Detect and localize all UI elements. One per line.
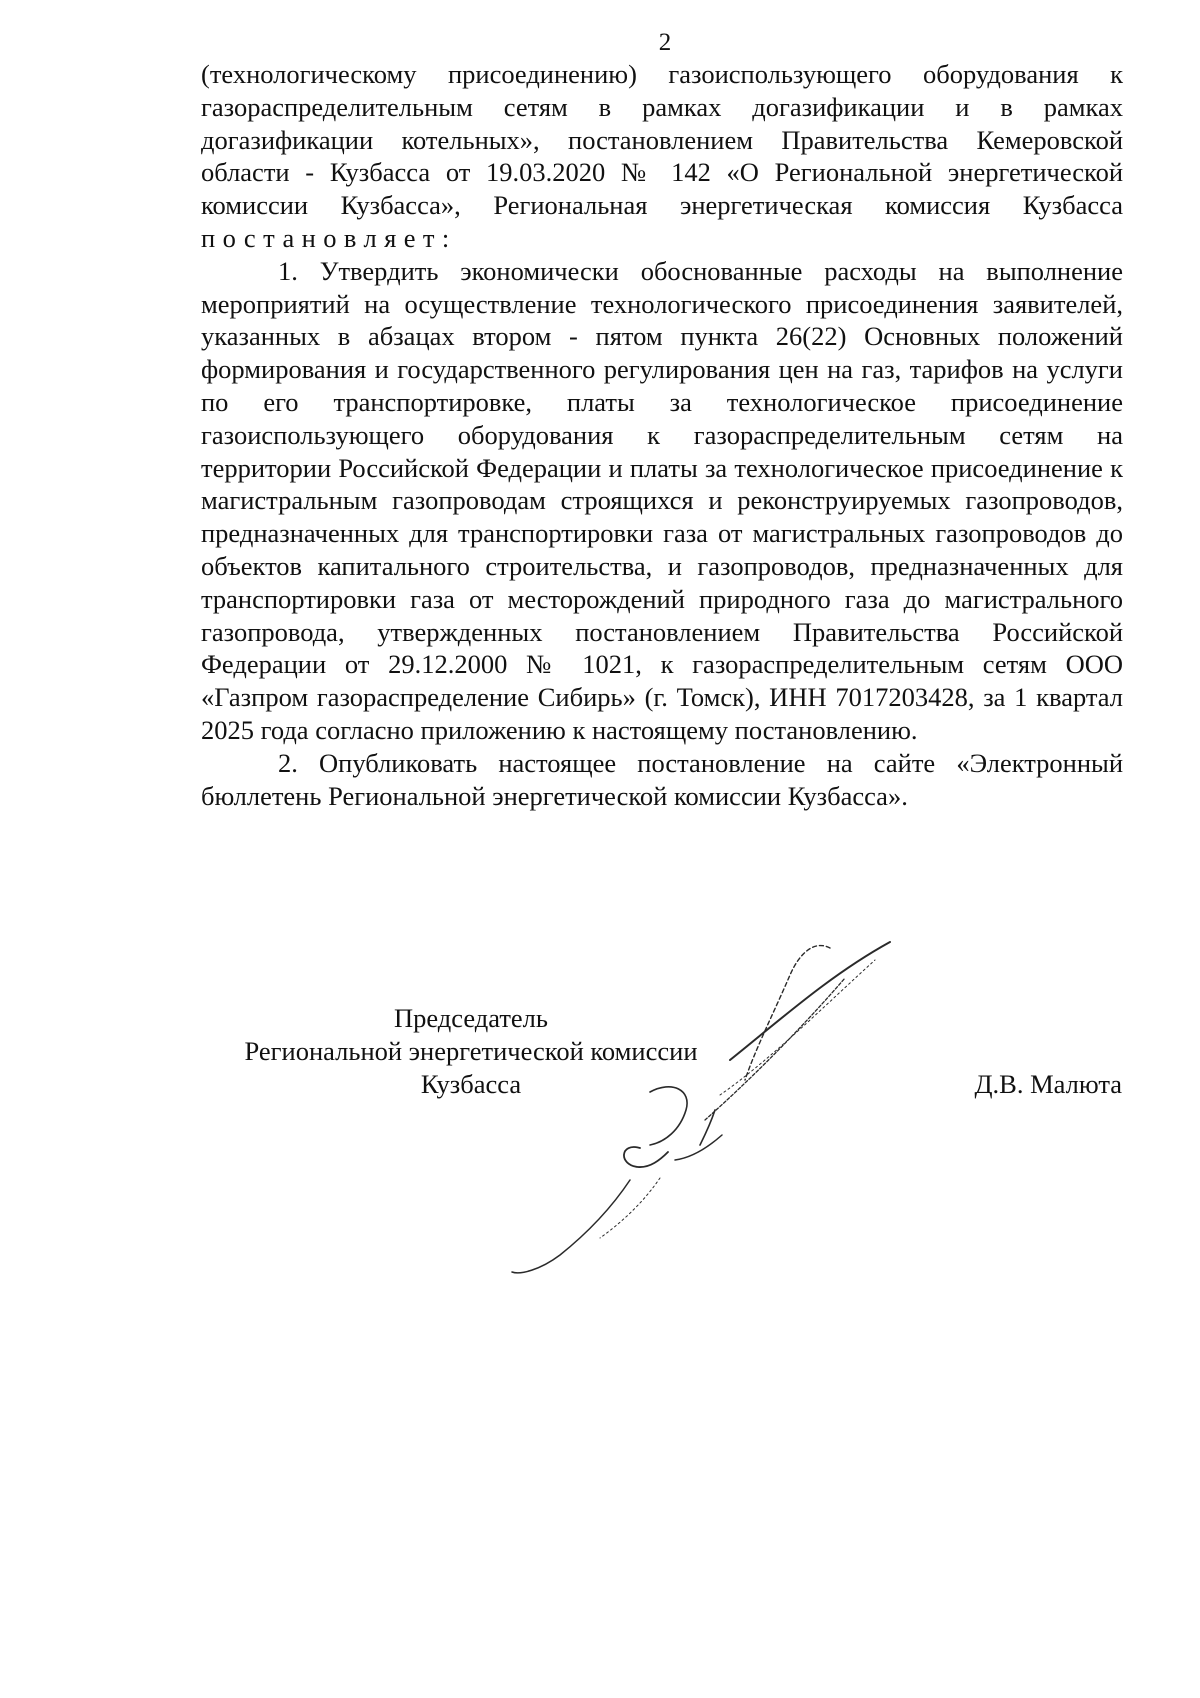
item-2-paragraph: 2. Опубликовать настоящее постановление на сайте «Электронный бюллетень Региональной энергетической комиссии Кузбасса».	[201, 747, 1123, 811]
signatory-title-line-3: Кузбасса	[420, 1069, 522, 1099]
signatory-title-line-1: Председатель	[394, 1003, 548, 1033]
intro-text: (технологическому присоединению) газоиспользующего оборудования к газораспределительным сетям в рамках догазификации и в рамках догазификации котельных», постановлением Правительства Кемеровской области - Кузбасса от 19.03.2020 № 142 «О Региональной энергетической комиссии Кузбасса», Региональная энергетическая комиссия Кузбасса	[201, 59, 1123, 221]
item-1-paragraph: 1. Утвердить экономически обоснованные расходы на выполнение мероприятий на осуществление технологического присоединения заявителей, указанных в абзацах втором - пятом пункта 26(22) Основных положений формирования и государственного регулирования цен на газ, тарифов на услуги по его транспортировке, платы за технологическое присоединение газоиспользующего оборудования к газораспределительным сетям на территории Российской Федерации и платы за технологическое присоединение к магистральным газопроводам строящихся и реконструируемых газопроводов, предназначенных для транспортировки газа от магистральных газопроводов до объектов капитального строительства, и газопроводов, предназначенных для транспортировки газа от месторождений природного газа до магистрального газопровода, утвержденных постановлением Правительства Российской Федерации от 29.12.2000 № 1021, к газораспределительным сетям ООО «Газпром газораспределение Сибирь» (г. Томск), ИНН 7017203428, за 1 квартал 2025 года согласно приложению к настоящему постановлению.	[201, 255, 1123, 745]
signatory-name: Д.В. Малюта	[974, 1069, 1122, 1099]
decree-word: постановляет:	[201, 222, 457, 253]
signatory-title-line-2: Региональной энергетической комиссии	[244, 1036, 698, 1066]
document-body	[201, 58, 1123, 812]
page-number: 2	[658, 29, 672, 56]
intro-paragraph	[201, 58, 1123, 255]
handwritten-signature	[500, 930, 1020, 1310]
